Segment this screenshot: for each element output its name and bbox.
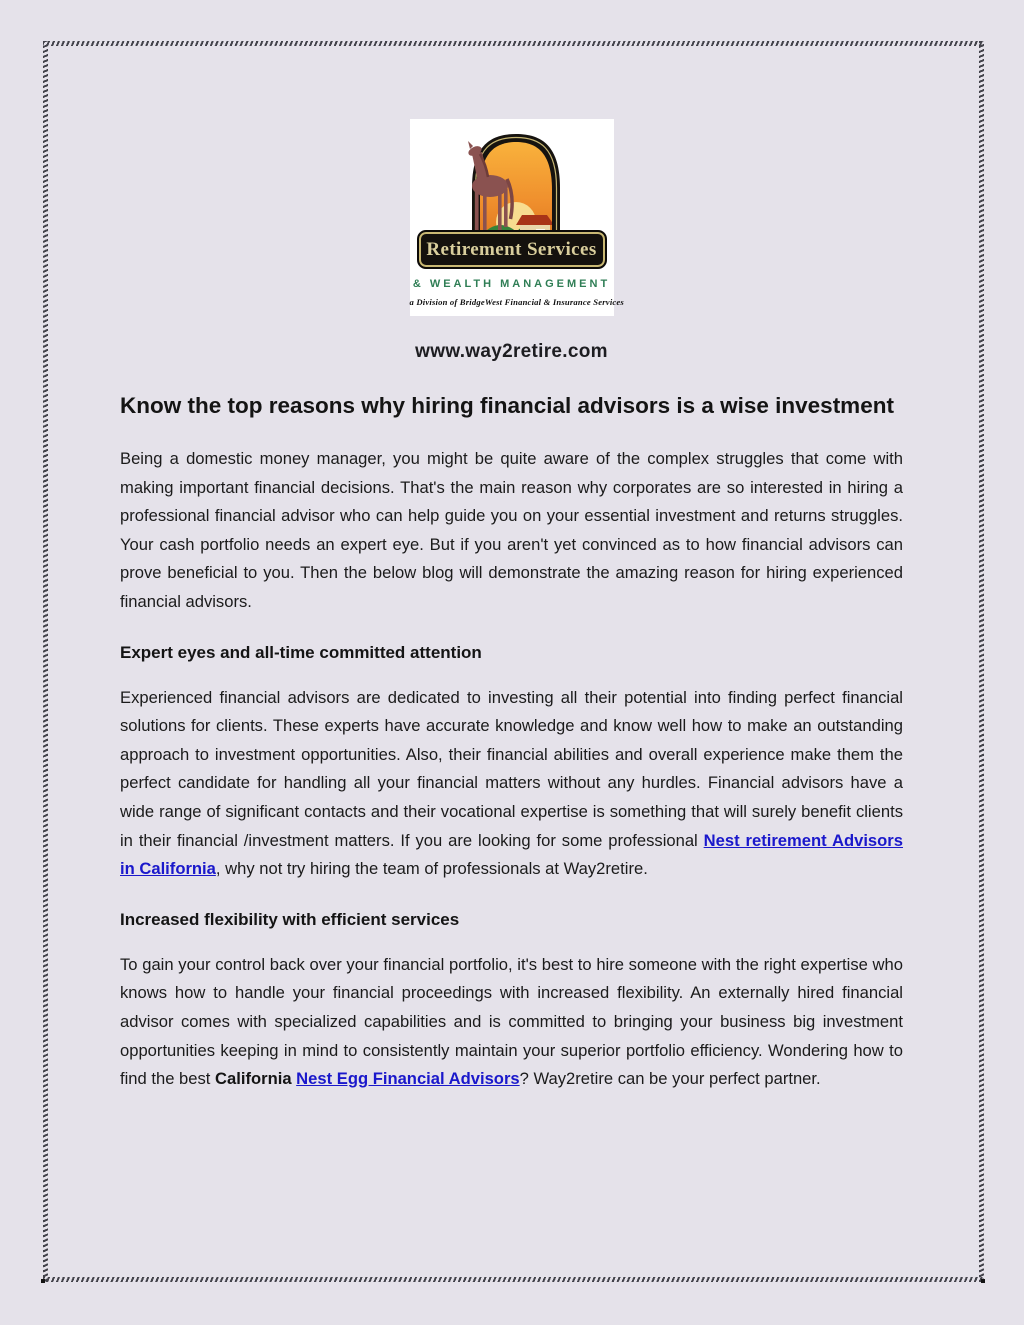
company-logo (409, 119, 624, 316)
document-content (120, 119, 903, 1094)
paragraph-text: Experienced financial advisors are dedicated to investing all their potential into finding perfect financial solutions for clients. These experts have accurate knowledge and know well how to make an outstanding approach to investment opportunities. Also, their financial abilities and overall experience make them the perfect candidate for handling all your financial matters without any hurdles. Financial advisors have a wide range of significant contacts and their vocational expertise is something that will surely benefit clients in their financial /investment matters. If you are looking for some professional (120, 687, 903, 850)
paragraph-text: ? Way2retire can be your perfect partner. (519, 1069, 821, 1089)
logo-banner (417, 230, 607, 269)
link-nest-egg-financial-advisors[interactable]: Nest Egg Financial Advisors (296, 1069, 520, 1089)
paragraph-text: To gain your control back over your financial portfolio, it's best to hire someone with the right expertise who knows how to handle your financial proceedings with increased flexibility. An externally hired financial advisor comes with specialized capabilities and is committed to bringing your business big investment opportunities keeping in mind to consistently maintain your superior portfolio efficiency. Wondering how to find the best (120, 954, 903, 1089)
section-paragraph-increased-flexibility (120, 951, 903, 1094)
logo-subtitle: & WEALTH MANAGEMENT (412, 278, 611, 290)
intro-paragraph: Being a domestic money manager, you might be quite aware of the complex struggles that come with making important financial decisions. That's the main reason why corporates are so interested in hiring a professional financial advisor who can help guide you on your essential investment and returns struggles. Your cash portfolio needs an expert eye. But if you aren't yet convinced as to how financial advisors can prove beneficial to you. Then the below blog will demonstrate the amazing reason for hiring experienced financial advisors. (120, 449, 903, 611)
logo-banner-title: Retirement Services (426, 239, 597, 260)
border-corner-dot (981, 1279, 985, 1283)
border-left (43, 41, 48, 1282)
section-heading-expert-eyes: Expert eyes and all-time committed attention (120, 642, 482, 662)
logo-division-line: a Division of BridgeWest Financial & Insurance Services (409, 297, 624, 307)
section-paragraph-expert-eyes (120, 684, 903, 884)
border-right (979, 41, 984, 1282)
border-corner-dot (41, 1279, 45, 1283)
border-bottom (43, 1277, 984, 1282)
link-nest-retirement-advisors-california[interactable]: Nest retirement Advisors in California (120, 830, 903, 879)
section-heading-increased-flexibility: Increased flexibility with efficient services (120, 909, 460, 929)
website-url: www.way2retire.com (415, 341, 608, 362)
bold-keyword-california: California (215, 1069, 297, 1089)
paragraph-text: , why not try hiring the team of professionals at Way2retire. (215, 859, 648, 879)
border-top (43, 41, 984, 46)
article-title: Know the top reasons why hiring financial advisors is a wise investment (120, 393, 894, 418)
logo-illustration-icon (426, 128, 598, 242)
